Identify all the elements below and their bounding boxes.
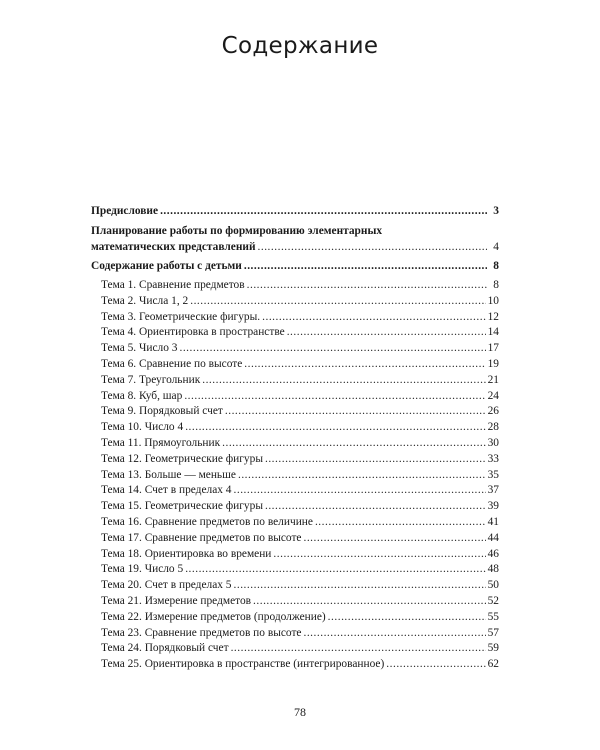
toc-topic-page: 48 xyxy=(487,563,499,576)
toc-topic-title: Тема 24. Порядковый счет xyxy=(101,642,229,655)
toc-topic-entry xyxy=(91,626,499,642)
toc-topic-page: 44 xyxy=(487,531,499,544)
dot-leader xyxy=(244,357,485,373)
toc-topic-entry xyxy=(91,373,499,389)
toc-topic-entry xyxy=(91,641,499,657)
toc-topic-page: 35 xyxy=(487,468,499,481)
toc-topic-entry xyxy=(91,294,499,310)
toc-topic-entry xyxy=(91,404,499,420)
toc-topic-page: 52 xyxy=(487,594,499,607)
dot-leader xyxy=(287,325,486,341)
dot-leader xyxy=(265,499,486,515)
toc-topic-title: Тема 18. Ориентировка во времени xyxy=(101,547,272,560)
toc-topic-page: 19 xyxy=(487,357,499,370)
toc-topic-entry xyxy=(91,547,499,563)
dot-leader xyxy=(262,310,485,326)
toc-topic-entry xyxy=(91,610,499,626)
toc-entry-page: 4 xyxy=(493,241,499,253)
toc-entry-title-line2: математических представлений xyxy=(91,241,256,253)
toc-topic-page: 30 xyxy=(487,436,499,449)
dot-leader xyxy=(265,452,486,468)
toc-topic-entry xyxy=(91,578,499,594)
dot-leader xyxy=(234,483,486,499)
toc-entry-title: Содержание работы с детьми xyxy=(91,260,242,272)
toc-topic-title: Тема 8. Куб, шар xyxy=(101,389,183,402)
dot-leader xyxy=(234,578,486,594)
toc-entry-title: Предисловие xyxy=(91,205,159,217)
toc-topic-title: Тема 12. Геометрические фигуры xyxy=(101,452,263,465)
toc-topic-page: 37 xyxy=(487,484,499,497)
toc-topic-title: Тема 6. Сравнение по высоте xyxy=(101,357,243,370)
toc-topic-page: 62 xyxy=(487,658,499,671)
toc-topic-title: Тема 10. Число 4 xyxy=(101,421,184,434)
toc-topic-entry xyxy=(91,325,499,341)
toc-topic-page: 12 xyxy=(487,310,499,323)
toc-topic-entry xyxy=(91,515,499,531)
toc-topic-title: Тема 7. Треугольник xyxy=(101,373,201,386)
toc-topic-page: 33 xyxy=(487,452,499,465)
table-of-contents xyxy=(91,203,499,673)
toc-topic-title: Тема 3. Геометрические фигуры. xyxy=(101,310,261,323)
toc-topic-page: 17 xyxy=(487,342,499,355)
toc-topic-entry xyxy=(91,341,499,357)
toc-topic-title: Тема 11. Прямоугольник xyxy=(101,436,221,449)
toc-topic-entry xyxy=(91,483,499,499)
toc-topic-title: Тема 23. Сравнение предметов по высоте xyxy=(101,626,302,639)
toc-topic-page: 14 xyxy=(487,326,499,339)
toc-topic-page: 59 xyxy=(487,642,499,655)
toc-topic-entry xyxy=(91,657,499,673)
toc-topic-title: Тема 16. Сравнение предметов по величине xyxy=(101,515,313,528)
toc-topic-title: Тема 2. Числа 1, 2 xyxy=(101,294,189,307)
toc-topic-page: 55 xyxy=(487,610,499,623)
toc-topic-title: Тема 20. Счет в пределах 5 xyxy=(101,579,232,592)
dot-leader xyxy=(185,420,485,436)
toc-topic-page: 21 xyxy=(487,373,499,386)
dot-leader xyxy=(222,436,485,452)
toc-topic-title: Тема 21. Измерение предметов xyxy=(101,594,252,607)
dot-leader xyxy=(315,515,486,531)
dot-leader xyxy=(303,626,485,642)
dot-leader xyxy=(247,278,487,294)
toc-topic-page: 39 xyxy=(487,500,499,513)
toc-topic-entry xyxy=(91,420,499,436)
page-title: Содержание xyxy=(221,33,379,59)
toc-topic-page: 41 xyxy=(487,515,499,528)
toc-topic-entry xyxy=(91,531,499,547)
toc-entry-title-line1: Планирование работы по формированию элементарных xyxy=(91,225,383,237)
topic-list xyxy=(91,278,499,673)
toc-topic-title: Тема 9. Порядковый счет xyxy=(101,405,223,418)
toc-topic-entry xyxy=(91,594,499,610)
page-number: 78 xyxy=(294,705,306,719)
dot-leader xyxy=(225,404,486,420)
toc-topic-entry xyxy=(91,499,499,515)
toc-entry-preface xyxy=(91,203,499,220)
toc-topic-page: 24 xyxy=(487,389,499,402)
toc-topic-entry xyxy=(91,389,499,405)
toc-entry-title-line2-row xyxy=(91,239,499,255)
toc-topic-page: 57 xyxy=(487,626,499,639)
toc-topic-title: Тема 22. Измерение предметов (продолжение) xyxy=(101,610,326,623)
dot-leader xyxy=(328,610,486,626)
dot-leader xyxy=(244,258,487,275)
toc-topic-title: Тема 25. Ориентировка в пространстве (интегрированное) xyxy=(101,658,385,671)
toc-topic-page: 50 xyxy=(487,579,499,592)
toc-entry-page: 3 xyxy=(493,205,499,217)
toc-topic-page: 10 xyxy=(487,294,499,307)
dot-leader xyxy=(231,641,486,657)
toc-topic-title: Тема 1. Сравнение предметов xyxy=(101,279,245,291)
dot-leader xyxy=(185,562,485,578)
toc-topic-title: Тема 15. Геометрические фигуры xyxy=(101,500,263,513)
toc-topic-entry xyxy=(91,436,499,452)
toc-topic-title: Тема 17. Сравнение предметов по высоте xyxy=(101,531,302,544)
toc-entry-content xyxy=(91,258,499,275)
toc-entry-planning xyxy=(91,223,499,255)
toc-topic-page: 26 xyxy=(487,405,499,418)
toc-topic-entry xyxy=(91,468,499,484)
dot-leader xyxy=(190,294,485,310)
toc-topic-title: Тема 14. Счет в пределах 4 xyxy=(101,484,232,497)
toc-topic-title: Тема 4. Ориентировка в пространстве xyxy=(101,326,285,339)
dot-leader xyxy=(253,594,486,610)
dot-leader xyxy=(184,389,485,405)
toc-topic-page: 46 xyxy=(487,547,499,560)
toc-topic-title: Тема 5. Число 3 xyxy=(101,342,178,355)
dot-leader xyxy=(258,239,487,255)
toc-topic-entry xyxy=(91,452,499,468)
toc-topic-entry xyxy=(91,278,499,294)
toc-topic-entry xyxy=(91,562,499,578)
dot-leader xyxy=(238,468,486,484)
dot-leader xyxy=(386,657,485,673)
toc-topic-title: Тема 13. Больше — меньше xyxy=(101,468,236,481)
toc-topic-title: Тема 19. Число 5 xyxy=(101,563,184,576)
dot-leader xyxy=(273,547,485,563)
toc-entry-page: 8 xyxy=(493,260,499,272)
dot-leader xyxy=(179,341,485,357)
toc-topic-page: 8 xyxy=(493,279,499,291)
toc-topic-entry xyxy=(91,310,499,326)
toc-topic-page: 28 xyxy=(487,421,499,434)
toc-topic-entry xyxy=(91,357,499,373)
dot-leader xyxy=(202,373,485,389)
dot-leader xyxy=(160,203,487,220)
dot-leader xyxy=(303,531,485,547)
